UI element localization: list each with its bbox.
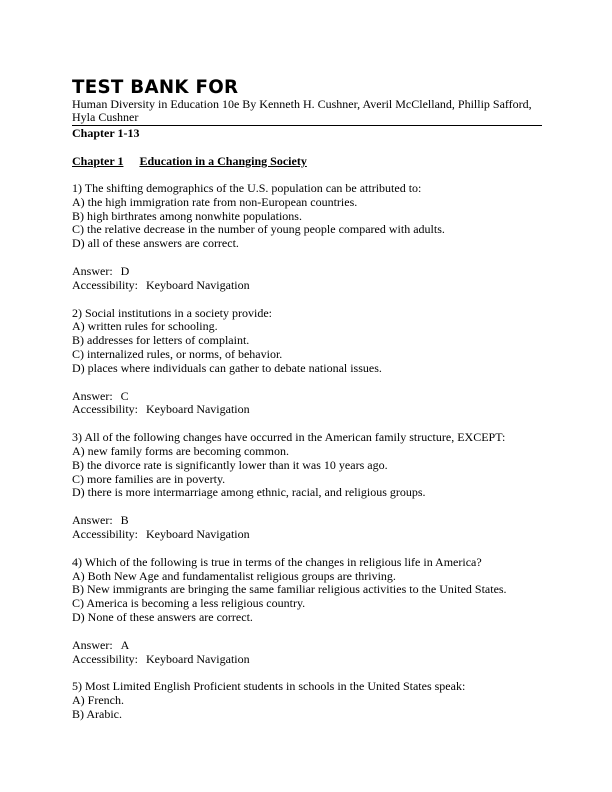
- answer-label: Answer:: [72, 513, 113, 528]
- answer-line: [72, 265, 542, 279]
- answer-label: Answer:: [72, 637, 113, 652]
- answer-value: C: [120, 388, 129, 403]
- answer-value: A: [120, 637, 130, 652]
- answer-line: [72, 390, 542, 404]
- option-c: C) internalized rules, or norms, of behavior.: [72, 346, 283, 361]
- test-bank-banner: TEST BANK FOR: [72, 76, 239, 98]
- question-stem: 4) Which of the following is true in terms of the changes in religious life in America?: [72, 554, 482, 569]
- question-5: [72, 680, 542, 721]
- book-title-line-2: Hyla Cushner: [72, 110, 139, 124]
- option-b: B) New immigrants are bringing the same familiar religious activities to the United States.: [72, 582, 507, 597]
- question-stem: 5) Most Limited English Proficient students in schools in the United States speak:: [72, 679, 466, 694]
- question-4: [72, 556, 542, 625]
- option-d: D) all of these answers are correct.: [72, 236, 239, 251]
- accessibility-label: Accessibility:: [72, 277, 138, 292]
- accessibility-label: Accessibility:: [72, 651, 138, 666]
- answer-block-3: [72, 514, 542, 542]
- option-b: B) the divorce rate is significantly lower than it was 10 years ago.: [72, 457, 388, 472]
- option-a: A) French.: [72, 693, 124, 708]
- option-d: D) None of these answers are correct.: [72, 609, 253, 624]
- option-c: C) America is becoming a less religious country.: [72, 596, 306, 611]
- answer-block-4: [72, 639, 542, 667]
- option-a: A) the high immigration rate from non-European countries.: [72, 194, 358, 209]
- chapter-heading: [72, 154, 542, 168]
- accessibility-value: Keyboard Navigation: [146, 651, 250, 666]
- accessibility-line: [72, 403, 542, 417]
- question-2: [72, 307, 542, 376]
- question-stem: 3) All of the following changes have occurred in the American family structure, EXCEPT:: [72, 430, 506, 445]
- option-a: A) Both New Age and fundamentalist religious groups are thriving.: [72, 568, 396, 583]
- accessibility-value: Keyboard Navigation: [146, 526, 250, 541]
- question-stem: 1) The shifting demographics of the U.S. population can be attributed to:: [72, 181, 422, 195]
- option-c: C) the relative decrease in the number of young people compared with adults.: [72, 222, 445, 237]
- option-a: A) new family forms are becoming common.: [72, 443, 289, 458]
- accessibility-label: Accessibility:: [72, 402, 138, 417]
- option-b: B) high birthrates among nonwhite populations.: [72, 208, 302, 223]
- answer-value: D: [120, 263, 130, 278]
- option-c: C) more families are in poverty.: [72, 471, 226, 486]
- answer-line: [72, 639, 542, 653]
- option-b: B) Arabic.: [72, 706, 122, 721]
- accessibility-line: [72, 528, 542, 542]
- answer-value: B: [120, 513, 129, 528]
- accessibility-label: Accessibility:: [72, 526, 138, 541]
- book-title-line-1: Human Diversity in Education 10e By Kenneth H. Cushner, Averil McClelland, Phillip Safford,: [72, 97, 532, 111]
- answer-line: [72, 514, 542, 528]
- answer-label: Answer:: [72, 388, 113, 403]
- accessibility-value: Keyboard Navigation: [146, 277, 250, 292]
- option-b: B) addresses for letters of complaint.: [72, 333, 250, 348]
- answer-block-2: [72, 390, 542, 418]
- accessibility-line: [72, 279, 542, 293]
- question-3: [72, 431, 542, 500]
- option-a: A) written rules for schooling.: [72, 319, 218, 334]
- chapter-title: Education in a Changing Society: [139, 154, 307, 168]
- accessibility-line: [72, 653, 542, 667]
- question-1: [72, 182, 542, 251]
- answer-label: Answer:: [72, 263, 113, 278]
- chapter-number: Chapter 1: [72, 154, 124, 168]
- option-d: D) places where individuals can gather to debate national issues.: [72, 360, 382, 375]
- option-d: D) there is more intermarriage among ethnic, racial, and religious groups.: [72, 485, 426, 500]
- question-stem: 2) Social institutions in a society provide:: [72, 305, 272, 320]
- book-title: [72, 98, 542, 124]
- chapters-range: Chapter 1-13: [72, 126, 140, 140]
- accessibility-value: Keyboard Navigation: [146, 402, 250, 417]
- answer-block-1: [72, 265, 542, 293]
- document-page: [72, 76, 542, 722]
